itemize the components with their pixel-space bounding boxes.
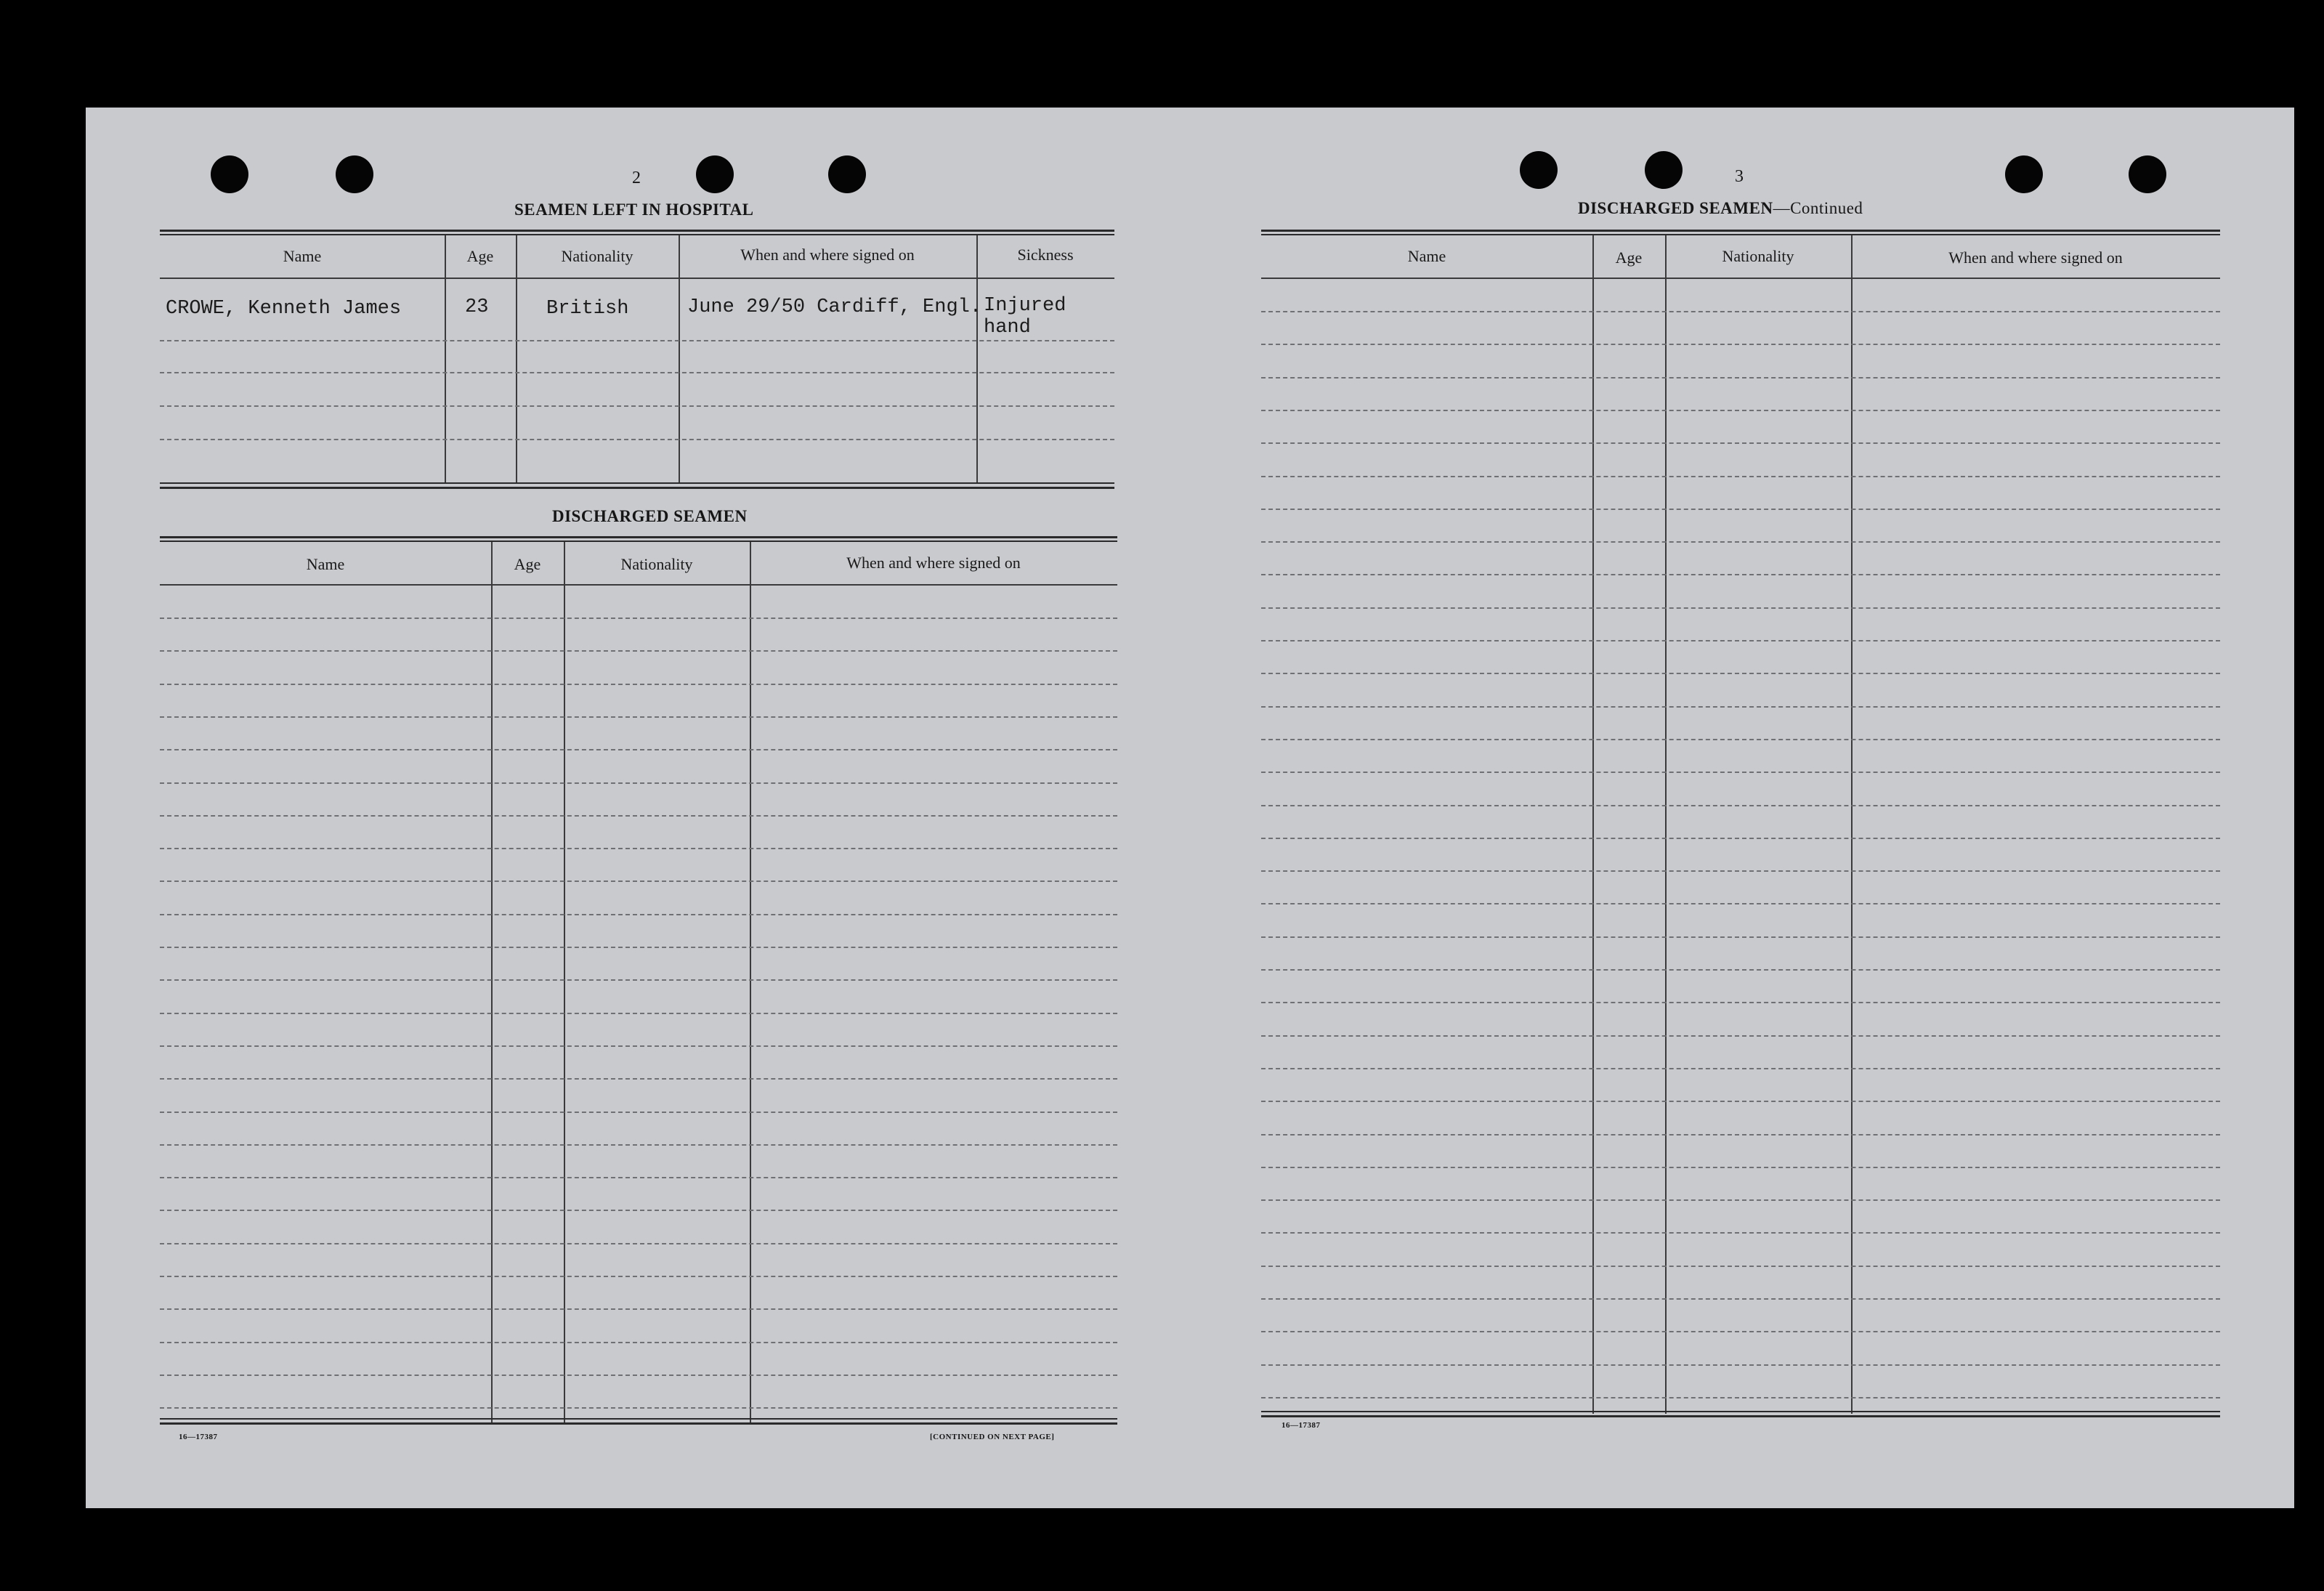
ruled-line [1261,1068,2220,1069]
ruled-line [1261,838,2220,839]
cell-nationality: British [546,298,629,320]
discharged-table-right [1261,230,2220,1421]
title-continued: —Continued [1773,199,1863,217]
ruled-line [1261,442,2220,444]
cell-sickness-2: hand [984,317,1031,339]
ruled-line [1261,772,2220,773]
ruled-line [1261,1364,2220,1366]
ruled-line [160,1078,1117,1080]
ruled-line [1261,1134,2220,1135]
punch-hole [696,155,734,193]
punch-hole [2129,155,2166,193]
col-age: Age [514,555,541,573]
discharged-section-title: DISCHARGED SEAMEN [552,507,748,525]
ruled-line [1261,870,2220,872]
form-number-right: 16—17387 [1282,1421,1321,1430]
col-signed-on: When and where signed on [846,554,1021,572]
ruled-line [160,684,1117,685]
ruled-line [1261,673,2220,674]
ruled-line [1261,739,2220,740]
col-age: Age [466,247,494,265]
ruled-line [1261,1331,2220,1332]
ruled-line [160,1144,1117,1146]
ruled-line [160,618,1117,619]
ruled-line [160,947,1117,948]
ruled-line [1261,805,2220,806]
ruled-line [1261,311,2220,312]
col-signed-on: When and where signed on [740,246,915,264]
page-number-left: 2 [632,169,641,187]
col-name: Name [306,555,345,573]
punch-hole [211,155,248,193]
ruled-line [1261,410,2220,411]
ruled-line [1261,574,2220,575]
ruled-line [1261,377,2220,378]
ruled-line [160,815,1117,817]
col-name: Name [283,247,322,265]
ruled-line [160,749,1117,750]
ruled-line [160,848,1117,849]
punch-hole [1645,151,1683,189]
hospital-table [160,230,1114,488]
punch-hole [1520,151,1558,189]
ruled-line [160,650,1117,652]
col-nationality: Nationality [620,555,693,573]
document-page [86,108,2294,1508]
ruled-line [160,716,1117,718]
ruled-line [1261,607,2220,609]
ruled-line [1261,1167,2220,1168]
col-nationality: Nationality [561,247,633,265]
continued-note: [CONTINUED ON NEXT PAGE] [930,1433,1055,1441]
ruled-line [1261,1199,2220,1201]
ruled-line [1261,1232,2220,1234]
ruled-line [1261,541,2220,543]
ruled-line [1261,640,2220,641]
page-number-right: 3 [1735,167,1744,186]
ruled-line [1261,344,2220,345]
ruled-line [160,1210,1117,1211]
col-age: Age [1615,248,1643,267]
col-nationality: Nationality [1722,247,1794,265]
ruled-line [1261,903,2220,904]
cell-age: 23 [465,296,489,318]
ruled-line [160,880,1117,882]
col-name: Name [1407,247,1446,265]
hospital-section-title: SEAMEN LEFT IN HOSPITAL [514,201,754,219]
ruled-line [1261,1298,2220,1300]
form-number-left: 16—17387 [179,1433,218,1441]
ruled-line [160,1045,1117,1047]
ruled-line [160,1177,1117,1178]
ruled-line [1261,1035,2220,1037]
ruled-line [1261,936,2220,938]
ruled-line [160,1243,1117,1244]
title-main: DISCHARGED SEAMEN [1578,199,1773,217]
ruled-line [1261,509,2220,510]
ruled-line [160,1407,1117,1409]
col-sickness: Sickness [1017,246,1074,264]
punch-hole [336,155,373,193]
ruled-line [160,1308,1117,1310]
cell-name: CROWE, Kenneth James [166,298,402,320]
ruled-line [1261,1101,2220,1102]
ruled-line [160,1112,1117,1113]
ruled-line [160,782,1117,784]
ruled-line [160,979,1117,981]
punch-hole [2005,155,2043,193]
ruled-line [160,914,1117,915]
ruled-line [1261,1266,2220,1267]
discharged-table-left [160,536,1117,1428]
ruled-line [160,1276,1117,1277]
ruled-line [1261,1002,2220,1003]
ruled-line [1261,706,2220,708]
ruled-line [1261,1397,2220,1398]
discharged-continued-title [1578,199,1863,218]
ruled-line [160,1342,1117,1343]
cell-signed-on: June 29/50 Cardiff, Engl. [687,296,982,318]
punch-hole [828,155,866,193]
ruled-line [160,1013,1117,1014]
ruled-line [1261,969,2220,971]
col-signed-on: When and where signed on [1948,248,2123,267]
ruled-line [160,1375,1117,1376]
cell-sickness-1: Injured [984,295,1066,317]
ruled-line [1261,476,2220,477]
